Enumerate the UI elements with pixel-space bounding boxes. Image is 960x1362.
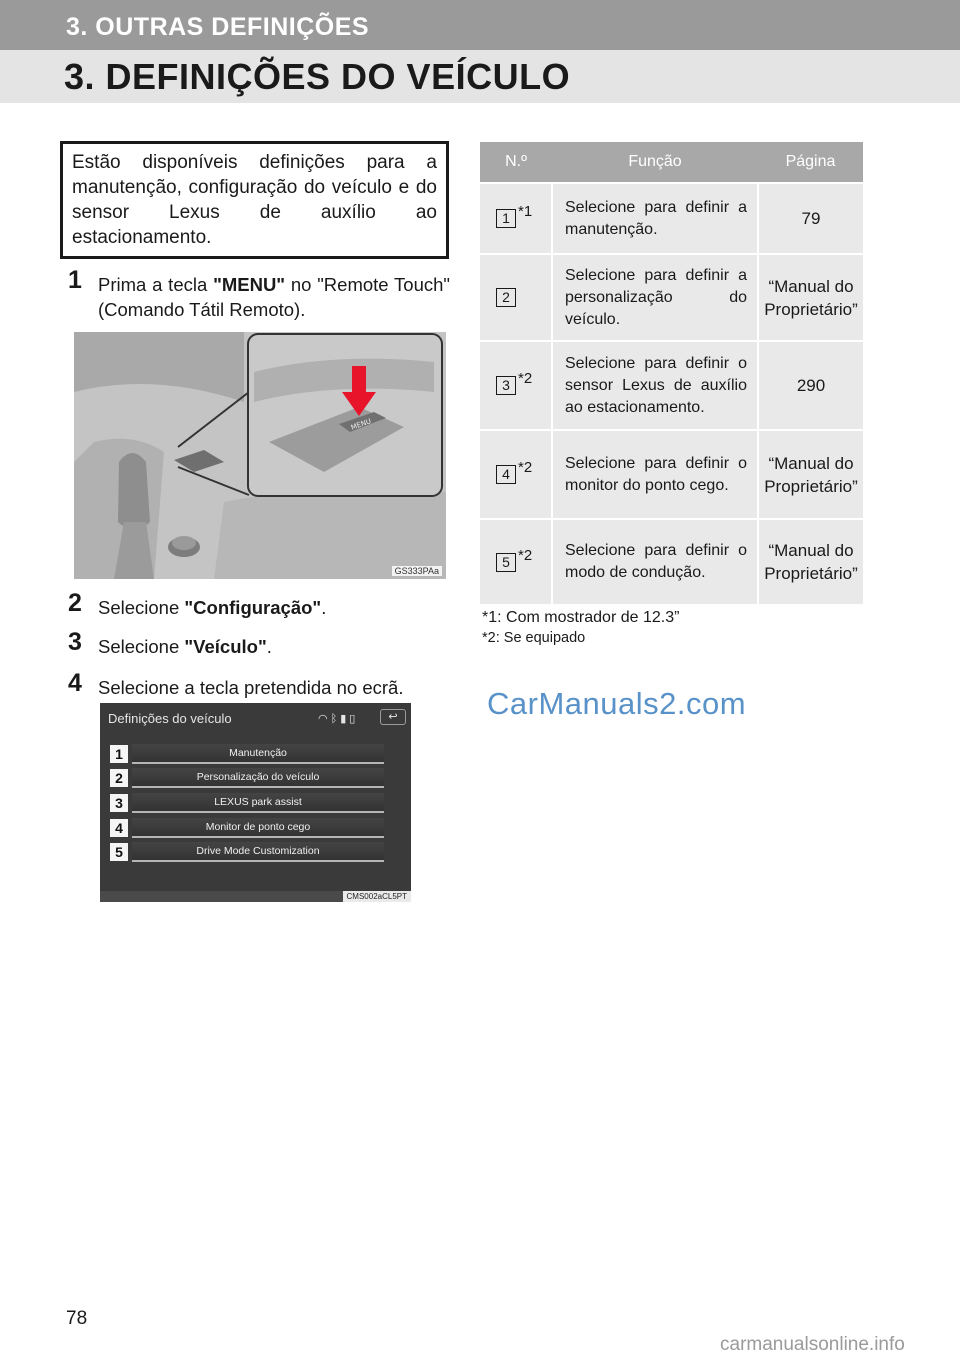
screen-code: CMS002aCL5PT: [343, 891, 411, 902]
table-row: [480, 254, 863, 341]
table-row: [480, 183, 863, 254]
screen-item-number: 1: [110, 745, 128, 763]
vehicle-settings-screen: [100, 703, 411, 902]
row-number-cell: [480, 430, 552, 519]
screen-item-number: 5: [110, 843, 128, 861]
row-function-cell: Selecione para definir o modo de condução.: [552, 519, 758, 604]
bluetooth-icon: ᛒ: [330, 713, 341, 725]
number-badge: 4: [496, 465, 516, 484]
note-mark: *2: [518, 370, 533, 387]
number-badge: 3: [496, 376, 516, 395]
note-mark: *2: [518, 546, 533, 564]
note-mark: *1: [518, 203, 533, 220]
function-table: [480, 142, 863, 604]
header-number: N.º: [480, 142, 552, 183]
header-function: Função: [552, 142, 758, 183]
table-row: [480, 519, 863, 604]
row-function-cell: Selecione para definir o monitor do ponto cego.: [552, 430, 758, 519]
step-text: Prima a tecla "MENU" no "Remote Touch" (Comando Tátil Remoto).: [98, 274, 450, 320]
page-header: [0, 0, 960, 103]
back-button[interactable]: ↩: [380, 709, 406, 725]
step-number: 3: [68, 628, 82, 656]
footnote-2: *2: Se equipado: [482, 630, 586, 646]
number-badge: 5: [496, 553, 516, 572]
photo-code: GS333PAa: [392, 566, 442, 576]
footnotes: [482, 608, 679, 648]
intro-box: Estão disponíveis definições para a manutenção, configuração do veículo e do sensor Lexus de auxílio ao estacionamento.: [60, 141, 449, 259]
row-page-cell: “Manual do Proprietário”: [758, 254, 863, 341]
status-icons: [318, 712, 358, 725]
screen-title: Definições do veículo: [108, 711, 232, 726]
screen-item-blind-spot-monitor[interactable]: Monitor de ponto cego: [132, 818, 384, 838]
row-number-cell: [480, 519, 552, 604]
screen-item-drive-mode[interactable]: Drive Mode Customization: [132, 842, 384, 862]
screen-item-number: 3: [110, 794, 128, 812]
row-page-cell: “Manual do Proprietário”: [758, 519, 863, 604]
step-text: Selecione "Configuração".: [98, 597, 327, 618]
screen-item-number: 2: [110, 769, 128, 787]
battery-icon: ▯: [349, 713, 359, 725]
header-page: Página: [758, 142, 863, 183]
screen-item-maintenance[interactable]: Manutenção: [132, 744, 384, 764]
console-illustration: [74, 332, 446, 579]
step-text: Selecione a tecla pretendida no ecrã.: [98, 677, 404, 698]
console-photo: [74, 332, 446, 579]
signal-icon: ▮: [340, 713, 350, 725]
section-title: 3. OUTRAS DEFINIÇÕES: [66, 13, 370, 41]
step-number: 1: [68, 266, 82, 294]
row-page-cell: 290: [758, 341, 863, 430]
row-number-cell: [480, 341, 552, 430]
wifi-icon: ◠: [318, 713, 331, 725]
number-badge: 2: [496, 288, 516, 307]
row-page-cell: “Manual do Proprietário”: [758, 430, 863, 519]
row-number-cell: [480, 254, 552, 341]
screen-item-number: 4: [110, 819, 128, 837]
number-badge: 1: [496, 209, 516, 228]
watermark-logo: CarManuals2.com: [487, 686, 747, 721]
watermark-bottom: carmanualsonline.info: [720, 1334, 905, 1355]
table-row: [480, 341, 863, 430]
note-mark: *2: [518, 459, 533, 476]
page-number: 78: [66, 1308, 88, 1329]
screen-item-park-assist[interactable]: LEXUS park assist: [132, 793, 384, 813]
table-header-row: [480, 142, 863, 183]
screen-display: [100, 703, 411, 891]
row-function-cell: Selecione para definir o sensor Lexus de auxílio ao estacionamento.: [552, 341, 758, 430]
row-function-cell: Selecione para definir a personalização do veículo.: [552, 254, 758, 341]
row-function-cell: Selecione para definir a manutenção.: [552, 183, 758, 254]
step-number: 2: [68, 589, 82, 617]
row-page-cell: 79: [758, 183, 863, 254]
step-text: Selecione "Veículo".: [98, 636, 272, 657]
step-number: 4: [68, 669, 82, 697]
page-title: 3. DEFINIÇÕES DO VEÍCULO: [64, 56, 571, 97]
row-number-cell: [480, 183, 552, 254]
svg-text:MENU: MENU: [349, 417, 373, 432]
screen-item-vehicle-customization[interactable]: Personalização do veículo: [132, 768, 384, 788]
footnote-1: *1: Com mostrador de 12.3”: [482, 609, 680, 626]
table-row: [480, 430, 863, 519]
